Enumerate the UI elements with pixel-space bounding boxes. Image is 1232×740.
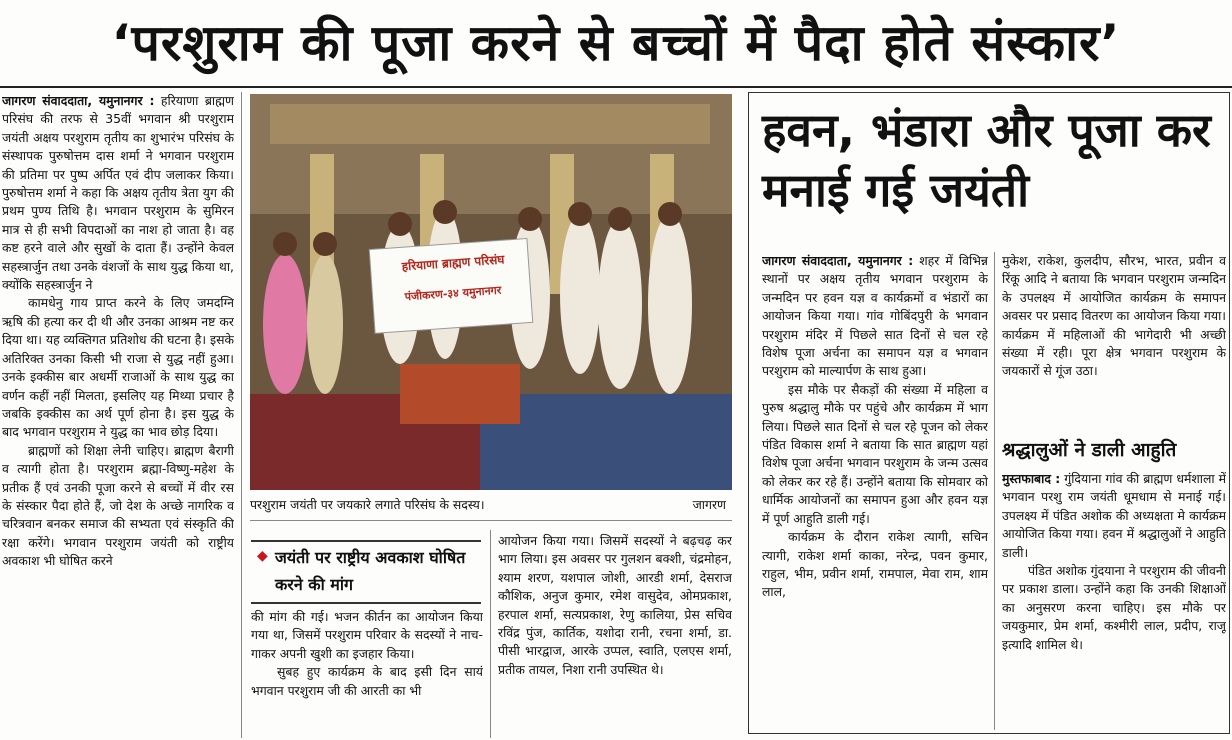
column-divider bbox=[490, 530, 491, 738]
right-col1-paragraph-3: कार्यक्रम के दौरान राकेश त्यागी, सचिन त्यागी, राकेश शर्मा काका, नरेन्द्र, पवन कुमार, राहुल, भीम, प्रवीन शर्मा, रामपाल, मेवा राम, शाम लाल, bbox=[762, 529, 988, 600]
caption-text: परशुराम जयंती पर जयकारे लगाते परिसंघ के सदस्य। bbox=[250, 497, 485, 512]
right-col2-byline: मुस्तफाबाद : bbox=[1002, 471, 1061, 486]
left-article-column bbox=[2, 92, 234, 738]
right-column-2-top bbox=[1002, 252, 1226, 436]
news-photo bbox=[250, 94, 732, 490]
right-subhead: श्रद्धालुओं ने डाली आहुति bbox=[1002, 439, 1177, 461]
mid-col1-paragraph-2: सुबह हुए कार्यक्रम के बाद इसी दिन सायं भगवान परशुराम जी की आरती का भी bbox=[251, 664, 483, 698]
right-col1-paragraph-1: शहर में विभिन्न स्थानों पर अक्षय तृतीय भगवान परशुराम के जन्मदिन पर हवन यज्ञ व कार्यक्रमों व भंडारों का आयोजन किया गया। गांव गोबिंदपुरी के भगवान परशुराम मंदिर में पिछले सात दिनों से चल रहे विशेष पूजा अर्चना का समापन यज्ञ व भगवान परशुराम को माल्यार्पण के साथ हुआ। bbox=[762, 253, 988, 379]
right-col2-top-paragraph: मुकेश, राकेश, कुलदीप, सौरभ, भारत, प्रवीन व रिंकू आदि ने बताया कि भगवान परशुराम जन्मदिन के उपलक्ष्य में आयोजित कार्यक्रम के समापन अवसर पर प्रसाद वितरण का आयोजन किया गया। कार्यक्रम में महिलाओं की भागेदारी भी अच्छी संख्या में रही। पूरा क्षेत्र भगवान परशुराम के जयकारों से गूंज उठा। bbox=[1002, 253, 1226, 379]
subhead-text: जयंती पर राष्ट्रीय अवकाश घोषित करने की मांग bbox=[275, 548, 466, 594]
page-headline: ‘परशुराम की पूजा करने से बच्चों में पैदा होते संस्कार’ bbox=[111, 14, 1121, 72]
middle-column-2 bbox=[498, 532, 732, 738]
caption-rule bbox=[250, 520, 732, 521]
right-headline: हवन, भंडारा और पूजा कर मनाई गई जयंती bbox=[762, 103, 1211, 217]
right-col2-paragraph-1: गुंदियाना गांव की ब्राह्मण धर्मशाला में भगवान परशु राम जयंती धूमधाम से मनाई गई। उपलक्ष्य में पंडित अशोक की अध्यक्षता मे कार्यक्रम आयोजित किया गया। हवन में श्रद्धालुओं ने आहुति डाली। bbox=[1002, 471, 1226, 560]
diamond-icon: ◆ bbox=[257, 548, 268, 564]
photo-caption bbox=[250, 496, 732, 514]
mid-col2-paragraph-1: आयोजन किया गया। जिसमें सदस्यों ने बढ़चढ़ कर भाग लिया। इस अवसर पर गुलशन बक्शी, चंद्रमोहन, श्याम शरण, यशपाल जोशी, आरडी शर्मा, देसराज कौशिक, अनुज कुमार, रमेश वासुदेव, ओमप्रकाश, हरपाल शर्मा, सत्यप्रकाश, रेणु कालिया, प्रेस सचिव रविंद्र पुंज, कार्तिक, यशोदा रानी, रचना शर्मा, डा. पीसी भारद्वाज, आरके उप्पल, स्वाति, एलएस शर्मा, प्रतीक तायल, निशा रानी उपस्थित थे। bbox=[498, 533, 732, 677]
middle-column-1 bbox=[251, 608, 483, 738]
right-col2-paragraph-2: पंडित अशोक गुंदयाना ने परशुराम की जीवनी पर प्रकाश डाला। उन्होंने कहा कि उनकी शिक्षाओं का अनुसरण करना चाहिए। इस मौके पर जयकुमार, प्रेम शर्मा, कश्मीरी लाल, प्रदीप, राजू इत्यादि शामिल थे। bbox=[1002, 563, 1226, 652]
right-column-2-bottom bbox=[1002, 470, 1226, 732]
column-divider bbox=[994, 252, 995, 730]
left-byline: जागरण संवाददाता, यमुनानगर : bbox=[2, 93, 155, 108]
right-byline: जागरण संवाददाता, यमुनानगर : bbox=[762, 253, 914, 268]
photo-credit: जागरण bbox=[692, 497, 726, 512]
headline-rule bbox=[0, 86, 1232, 88]
column-divider bbox=[241, 92, 242, 738]
banner-line-2: पंजीकरण-३४ यमुनानगर bbox=[404, 283, 502, 304]
right-column-1 bbox=[762, 252, 988, 730]
subhead-box bbox=[251, 540, 481, 604]
mid-col1-paragraph-1: की मांग की गई। भजन कीर्तन का आयोजन किया गया था, जिसमें परशुराम परिवार के सदस्यों ने नाच-गाकर अपनी खुशी का इजहार किया। bbox=[251, 609, 483, 661]
right-col1-paragraph-2: इस मौके पर सैकड़ों की संख्या में महिला व पुरुष श्रद्धालु मौके पर पहुंचे और कार्यक्रम में भाग लिया। पिछले सात दिनों से चल रहे पूजन को लेकर पंडित विकास शर्मा ने बताया कि सात ब्राह्मण यहां विशेष पूजा अर्चना भगवान परशुराम के जन्म उत्सव को लेकर कर रहे हैं। उन्होंने बताया कि सोमवार को धार्मिक आयोजनों का समापन हुआ और हवन यज्ञ में पूर्ण आहुति डाली गई। bbox=[762, 381, 988, 526]
left-paragraph-2: कामधेनु गाय प्राप्त करने के लिए जमदग्नि ऋषि की हत्या कर दी थी और उनका आश्रम नष्ट कर दिया था। यह व्यक्तिगत प्रतिशोध की घटना है। इसके अतिरिक्त उनका किसी भी राजा से युद्ध नहीं हुआ। उनके इक्कीस बार अधर्मी राजाओं के साथ युद्ध का वर्णन कहीं नहीं मिलता, इसलिए यह मिथ्या प्रचार है जबकि इक्कीस का अर्थ पूर्ण होना है। इस युद्ध के बाद भगवान परशुराम ने युद्ध का भाव छोड़ दिया। bbox=[2, 295, 234, 440]
banner-line-1: हरियाणा ब्राह्मण परिसंघ bbox=[401, 252, 505, 274]
left-paragraph-3: ब्राह्मणों को शिक्षा लेनी चाहिए। ब्राह्मण बैरागी व त्यागी होता है। परशुराम ब्रह्मा-विष्णु-महेश के प्रतीक हैं एवं उनकी पूजा करने से बच्चों में वीर रस के संस्कार पैदा होते हैं, जो देश के अच्छे नागरिक व चरित्रवान बनकर समाज की सभ्यता एवं संस्कृति की रक्षा करेंगे। भगवान परशुराम जयंती को राष्ट्रीय अवकाश भी घोषित करने bbox=[2, 442, 234, 569]
left-paragraph-1: हरियाणा ब्राह्मण परिसंघ की तरफ से 35वीं भगवान श्री परशुराम जयंती अक्षय परशुराम तृतीय का शुभारंभ परिसंघ के संस्थापक पुरुषोत्तम दास शर्मा ने भगवान परशुराम की प्रतिमा पर पुष्प अर्पित एवं दीप जलाकर किया। पुरुषोत्तम शर्मा ने कहा कि अक्षय तृतीय त्रेता युग की प्रथम पुण्य तिथि है। भगवान परशुराम के सुमिरन मात्र से ही सभी विपदाओं का नाश हो जाता है। वह कष्ट हरने वाले और सुखों के दाता हैं। उन्होंने केवल सहस्त्रार्जुन तथा उनके वंशजों के साथ युद्ध किया था, क्योंकि सहस्त्रार्जुन ने bbox=[2, 93, 234, 293]
